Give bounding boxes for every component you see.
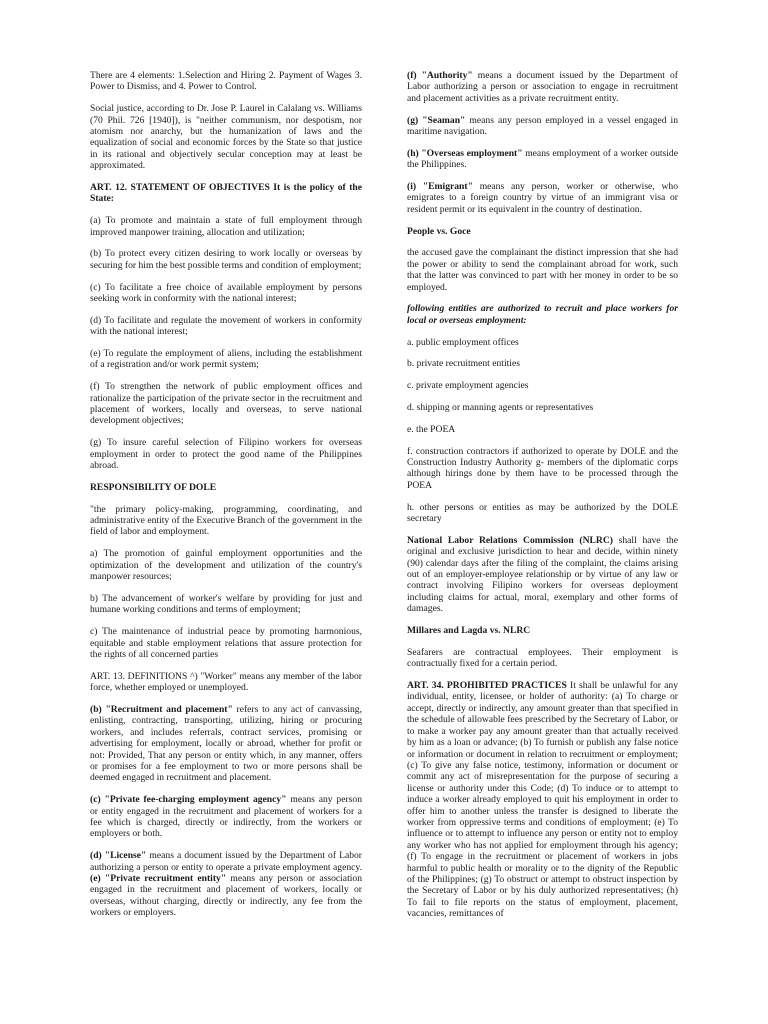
art12-heading xyxy=(90,182,362,205)
dole-item-b: b) The advancement of worker's welfare by providing for just and humane working conditions and terms of employment; xyxy=(90,592,362,616)
art34-paragraph xyxy=(407,680,678,920)
left-column xyxy=(90,70,362,919)
definition-h-text: means employment of a worker outside the Philippines. xyxy=(407,147,678,171)
nlrc-text: shall have the original and exclusive jurisdiction to hear and decide, within ninety (90) calendar days after the filing of the complaint, the claims arising out of an employer-employee relationship or by virtue of any law or contract involving Filipino workers for overseas deployment including claims for actual, moral, exemplary and other forms of damages. xyxy=(407,534,678,615)
objective-a: (a) To promote and maintain a state of full employment through improved manpower training, allocation and utilization; xyxy=(90,215,362,238)
definition-c-text: means any person or entity engaged in the recruitment and placement of workers for a fee which is charged, directly or indirectly, from the workers or employers or both. xyxy=(90,794,362,840)
dole-paragraph: "the primary policy-making, programming, coordinating, and administrative entity of the Executive Branch of the government in the field of labor and employment. xyxy=(90,503,362,538)
objective-f: (f) To strengthen the network of public employment offices and rationalize the participation of the private sector in the recruitment and placement of workers, locally and overseas, to serve national development objectives; xyxy=(90,381,362,427)
definition-c xyxy=(90,794,362,840)
entity-e: e. the POEA xyxy=(407,423,456,435)
definition-f-text: means a document issued by the Department of Labor authorizing a person or association to engage in recruitment and placement activities as a private recruitment entity. xyxy=(407,70,678,104)
goce-heading-text: People vs. Goce xyxy=(407,225,471,237)
millares-heading-text: Millares and Lagda vs. NLRC xyxy=(407,625,531,637)
entity-d: d. shipping or manning agents or representatives xyxy=(407,402,594,414)
entity-b: b. private recruitment entities xyxy=(407,358,520,370)
definition-b xyxy=(90,704,362,784)
dole-item-c: c) The maintenance of industrial peace by promoting harmonious, equitable and stable employment relations that assure protection for the rights of all concerned parties xyxy=(90,626,362,660)
art13-paragraph: ART. 13. DEFINITIONS ^) "Worker" means any member of the labor force, whether employed or unemployed. xyxy=(90,670,362,694)
definition-i-text: means any person, worker or otherwise, who emigrates to a foreign country by virtue of an immigrant visa or resident permit or its equivalent in the country of destination. xyxy=(407,181,678,215)
dole-heading xyxy=(90,482,362,493)
definition-e-text: means any person or association engaged in the recruitment and placement of workers, locally or overseas, without charging, directly or indirectly, any fee from the workers or employers. xyxy=(90,872,362,919)
definition-i-term: (i) "Emigrant" xyxy=(407,181,473,193)
elements-paragraph: There are 4 elements: 1.Selection and Hiring 2. Payment of Wages 3. Power to Dismiss, and 4. Power to Control. xyxy=(90,70,362,93)
entities-heading xyxy=(407,303,678,326)
millares-heading xyxy=(407,625,678,636)
millares-paragraph: Seafarers are contractual employees. Their employment is contractually fixed for a certain period. xyxy=(407,646,678,670)
objective-c: (c) To facilitate a free choice of available employment by persons seeking work in conformity with the national interest; xyxy=(90,281,362,305)
objective-b: (b) To protect every citizen desiring to work locally or overseas by securing for him the best possible terms and condition of employment; xyxy=(90,248,362,271)
definition-d-text: means a document issued by the Department of Labor authorizing a person or entity to operate a private employment agency. xyxy=(90,850,363,873)
definition-i xyxy=(407,181,678,215)
definition-g xyxy=(407,115,678,138)
social-justice-paragraph: Social justice, according to Dr. Jose P. Laurel in Calalang vs. Williams (70 Phil. 726 [1940]), is "neither communism, nor despotism, nor atomism nor anarchy, but the humanization of laws and the equalization of social and economic forces by the State so that justice in its rational and objectively secular conception may at least be approximated. xyxy=(90,103,362,172)
art12-heading-text: ART. 12. STATEMENT OF OBJECTIVES It is the policy of the State: xyxy=(90,182,362,205)
dole-heading-text: RESPONSIBILITY OF DOLE xyxy=(90,481,217,493)
entities-heading-text: following entities are authorized to recruit and place workers for local or overseas employment: xyxy=(407,303,678,326)
definition-e-term: (e) "Private recruitment entity" xyxy=(90,872,227,884)
objective-g: (g) To insure careful selection of Filipino workers for overseas employment in order to protect the good name of the Philippines abroad. xyxy=(90,437,362,472)
definition-c-term: (c) "Private fee-charging employment agency" xyxy=(90,794,287,806)
nlrc-paragraph xyxy=(407,535,678,615)
goce-heading xyxy=(407,226,678,237)
definition-g-text: means any person employed in a vessel engaged in maritime navigation. xyxy=(407,114,678,138)
art34-text: It shall be unlawful for any individual, entity, licensee, or holder of authority: (a) To charge or accept, directly or indirectly, any amount greater than that specified in the schedule of allowable fees prescribed by the Secretary of Labor, or to make a worker pay any amount greater than that actually received by him as a loan or advance; (b) To furnish or publish any false notice or information or document in relation to recruitment or employment; (c) To give any false notice, testimony, information or document or commit any act of misrepresentation for the purpose of securing a license or authority under this Code; (d) To induce or to attempt to induce a worker already employed to quit his employment in order to offer him to another unless the transfer is designed to liberate the worker from oppressive terms and conditions of employment; (e) To influence or to attempt to influence any person or entity not to employ any worker who has not applied for employment through his agency; (f) To engage in the recruitment or placement of workers in jobs harmful to public health or morality or to the dignity of the Republic of the Philippines; (g) To obstruct or attempt to obstruct inspection by the Secretary of Labor or by his duly authorized representatives; (h) To fail to file reports on the status of employment, placement, vacancies, remittances of xyxy=(407,680,678,920)
definition-f xyxy=(407,70,678,104)
dole-item-a: a) The promotion of gainful employment opportunities and the optimization of the development and utilization of the country's manpower resources; xyxy=(90,548,362,583)
entity-f-g: f. construction contractors if authorized to operate by DOLE and the Construction Industry Authority g- members of the diplomatic corps although hirings done by them have to be processed through the POEA xyxy=(407,445,678,491)
objective-e: (e) To regulate the employment of aliens, including the establishment of a registration and/or work permit system; xyxy=(90,348,362,371)
goce-paragraph: the accused gave the complainant the distinct impression that she had the power or ability to send the complainant abroad for work, such that the latter was convinced to part with her money in order to be so employed. xyxy=(407,247,678,293)
definition-f-term: (f) "Authority" xyxy=(407,70,473,81)
definition-h-term: (h) "Overseas employment" xyxy=(407,147,523,159)
definition-h xyxy=(407,148,678,171)
entity-h: h. other persons or entities as may be authorized by the DOLE secretary xyxy=(407,501,678,525)
definition-b-term: (b) "Recruitment and placement" xyxy=(90,703,233,715)
objective-d: (d) To facilitate and regulate the movement of workers in conformity with the national interest; xyxy=(90,314,362,338)
art34-term: ART. 34. PROHIBITED PRACTICES xyxy=(407,680,567,692)
definition-b-text: refers to any act of canvassing, enlisting, contracting, transporting, utilizing, hiring or procuring workers, and includes referrals, contract services, promising or advertising for employment, locally or abroad, whether for profit or not: Provided, That any person or entity which, in any manner, offers or promises for a fee employment to two or more persons shall be deemed engaged in recruitment and placement. xyxy=(90,703,362,784)
entity-c: c. private employment agencies xyxy=(407,380,529,392)
definition-g-term: (g) "Seaman" xyxy=(407,114,466,126)
definition-d-term: (d) "License" xyxy=(90,850,147,862)
nlrc-term: National Labor Relations Commission (NLRC) xyxy=(407,534,613,546)
right-column xyxy=(407,70,678,920)
definition-d-e xyxy=(90,850,362,918)
entity-a: a. public employment offices xyxy=(407,336,519,348)
